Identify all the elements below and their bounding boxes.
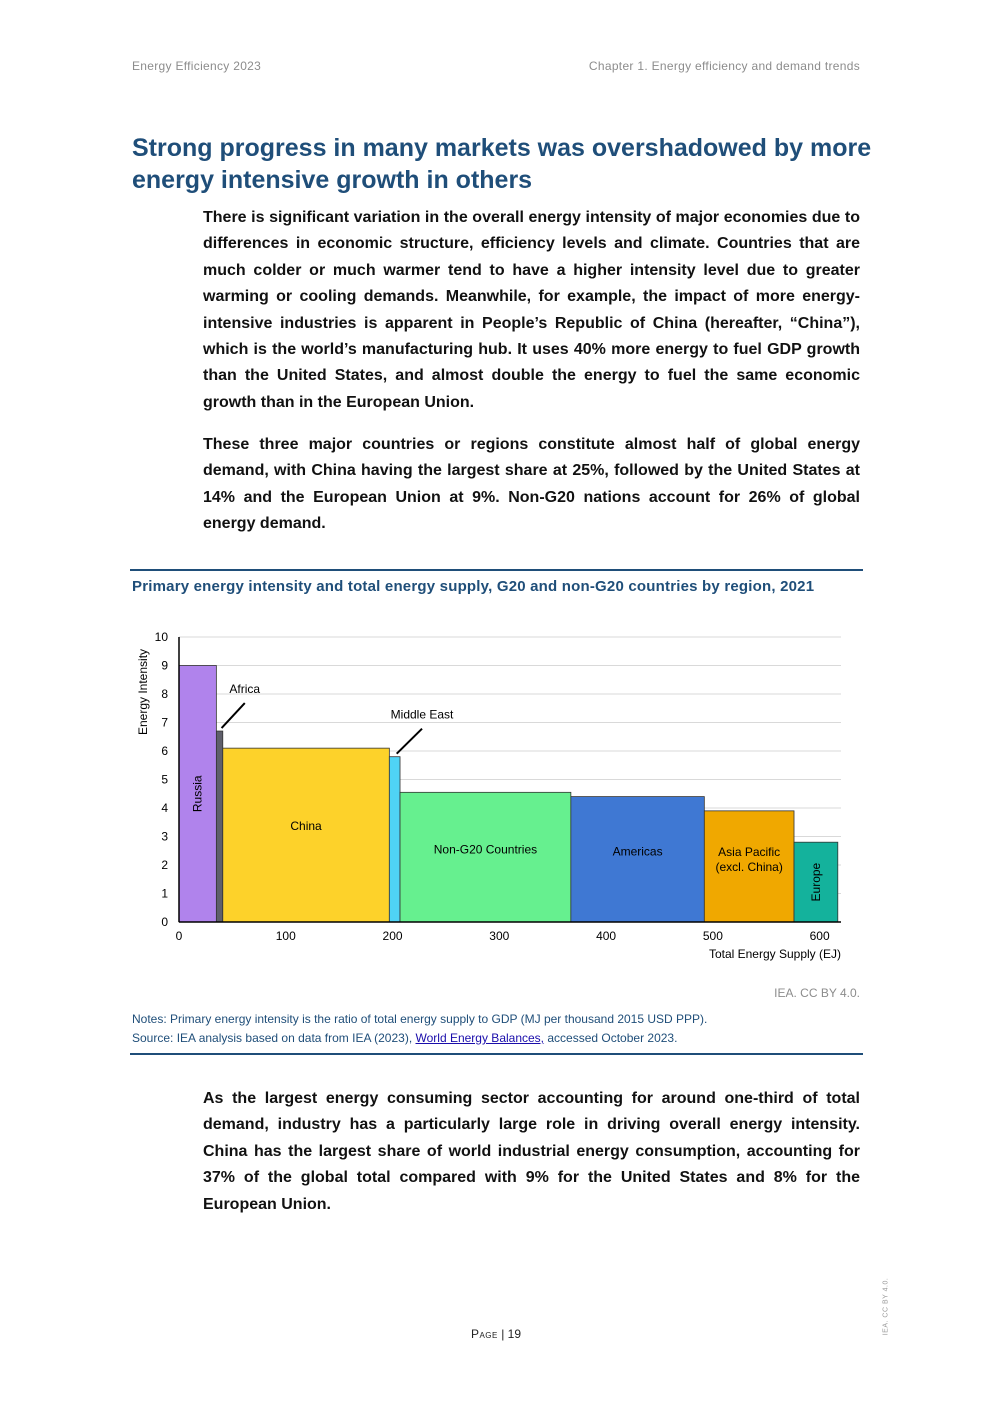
section-heading: Strong progress in many markets was overshadowed by more energy intensive growth in others	[132, 134, 872, 194]
paragraph-1: There is significant variation in the overall energy intensity of major economies due to differences in economic structure, efficiency levels and climate. Countries that are much colder or much warmer tend to have a higher intensity level due to greater warming or cooling demands. Meanwhile, for example, the impact of more energy-intensive industries is apparent in People’s Republic of China (hereafter, “China”), which is the world’s manufacturing hub. It uses 40% more energy to fuel GDP growth than the United States, and almost double the energy to fuel the same economic growth than in the European Union.	[203, 209, 860, 411]
bar-label: Americas	[612, 844, 663, 859]
y-tick-label: 4	[161, 801, 168, 815]
y-tick-label: 1	[161, 886, 168, 901]
bar-africa	[216, 731, 222, 922]
callout-label: Middle East	[390, 707, 454, 722]
bar-label: Russia	[190, 775, 205, 813]
bar-china	[223, 748, 390, 922]
callout-line	[222, 703, 245, 728]
figure-bottom-rule	[130, 1053, 863, 1055]
page-word: Page	[470, 1327, 498, 1341]
world-energy-balances-link[interactable]: World Energy Balances,	[415, 1031, 545, 1045]
bar-label: Non-G20 Countries	[433, 842, 538, 857]
y-tick-label: 0	[161, 915, 168, 929]
source-line	[132, 1029, 862, 1048]
y-tick-label: 6	[161, 744, 168, 758]
figure-title: Primary energy intensity and total energy supply, G20 and non-G20 countries by region, 2021	[132, 578, 815, 595]
bar-label: Asia Pacific (excl. China)	[715, 845, 783, 875]
page-number	[0, 1327, 992, 1341]
callout-label: Africa	[229, 682, 261, 697]
paragraph-2: These three major countries or regions constitute almost half of global energy demand, with China having the largest share at 25%, followed by the United States at 14% and the European Union at 9%. Non-G20 nations account for 26% of global energy demand.	[203, 436, 860, 533]
bar-label: Europe	[808, 862, 823, 902]
figure-credit: IEA. CC BY 4.0.	[774, 986, 860, 1000]
x-tick-label: 0	[175, 929, 183, 943]
bar-americas	[571, 797, 704, 922]
source-prefix: Source: IEA analysis based on data from IEA (2023),	[132, 1031, 416, 1045]
x-tick-label: 600	[809, 929, 830, 943]
running-header-chapter: Chapter 1. Energy efficiency and demand trends	[588, 59, 860, 73]
y-tick-label: 8	[161, 687, 168, 701]
x-tick-label: 500	[702, 929, 723, 943]
page-number-value: | 19	[501, 1327, 522, 1341]
running-header-title: Energy Efficiency 2023	[132, 59, 262, 73]
figure-top-rule	[130, 569, 863, 571]
x-tick-label: 300	[489, 929, 510, 943]
notes-text: Notes: Primary energy intensity is the ratio of total energy supply to GDP (MJ per thousand 2015 USD PPP).	[132, 1012, 708, 1026]
bar-label: China	[290, 818, 322, 833]
y-tick-label: 5	[161, 772, 168, 787]
y-tick-label: 3	[161, 829, 168, 844]
x-tick-label: 100	[275, 929, 296, 943]
bar-non-g20-countries	[400, 792, 571, 922]
y-axis-title: Energy Intensity	[136, 648, 150, 736]
callout-line	[397, 729, 422, 754]
y-tick-label: 9	[161, 658, 168, 673]
figure-notes	[132, 1010, 862, 1048]
x-tick-label: 200	[382, 929, 403, 943]
x-axis-title: Total Energy Supply (EJ)	[708, 947, 841, 961]
bar-middle-east	[389, 757, 400, 922]
paragraph-3: As the largest energy consuming sector accounting for around one-third of total demand, industry has a particularly large role in driving overall energy intensity. China has the largest share of world industrial energy consumption, accounting for 37% of the global total compared with 9% for the United States and 8% for the European Union.	[203, 1090, 860, 1213]
side-license-note: IEA. CC BY 4.0.	[882, 1277, 890, 1336]
energy-intensity-chart	[128, 622, 858, 967]
x-tick-label: 400	[596, 929, 617, 943]
source-suffix: accessed October 2023.	[544, 1031, 678, 1045]
y-tick-label: 7	[161, 715, 168, 730]
y-tick-label: 10	[154, 630, 168, 644]
y-tick-label: 2	[161, 858, 168, 872]
